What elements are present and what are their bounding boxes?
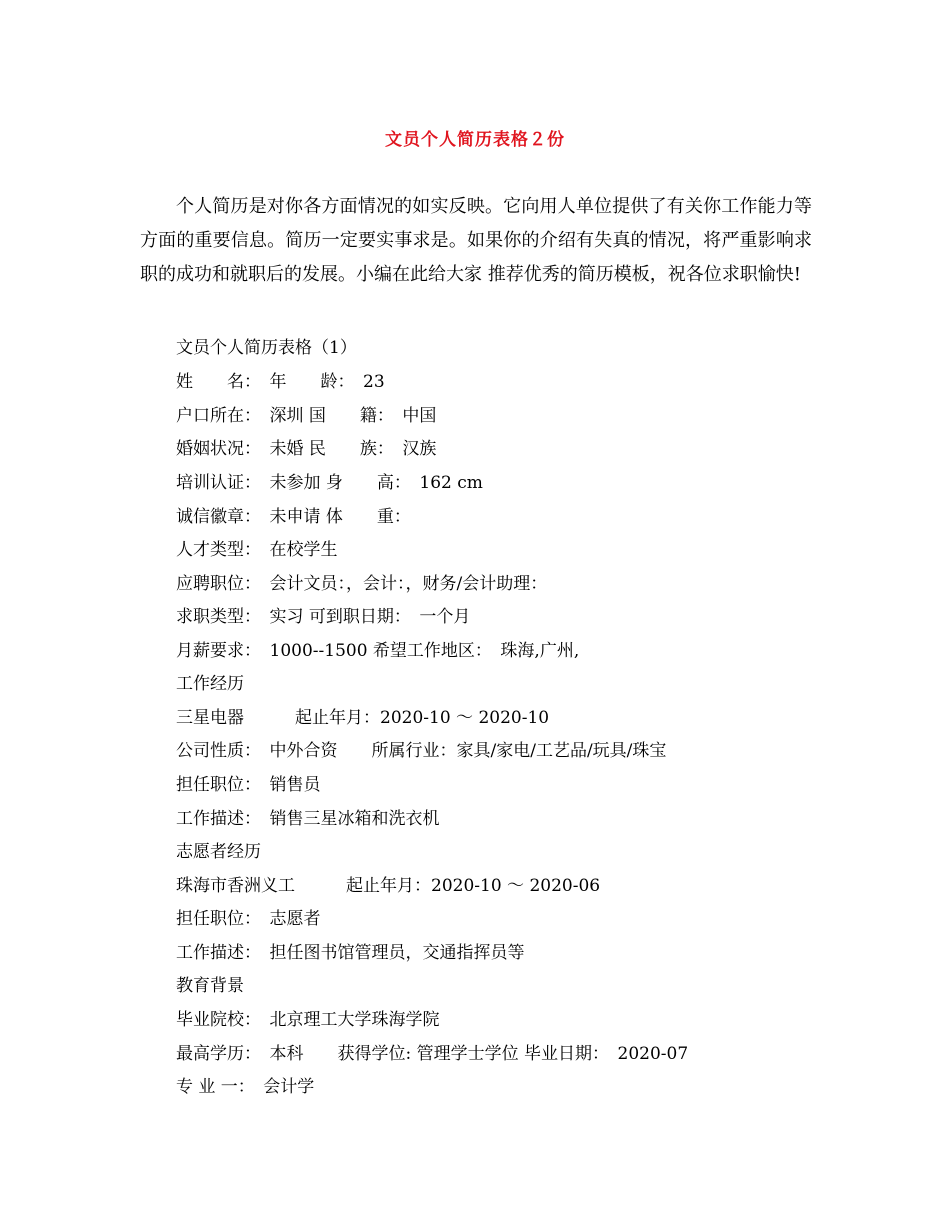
work-experience-heading: 工作经历 — [176, 674, 244, 694]
volunteer-heading: 志愿者经历 — [176, 842, 261, 862]
volunteer-org-dates: 珠海市香洲义工 起止年月：2020-10 ～ 2020-06 — [176, 876, 601, 896]
work-description: 工作描述： 销售三星冰箱和洗衣机 — [176, 809, 440, 829]
resume-line-training-height: 培训认证： 未参加 身 高： 162 cm — [176, 473, 483, 493]
resume-line-hukou-nationality: 户口所在： 深圳 国 籍： 中国 — [176, 406, 437, 426]
resume-line-talent-type: 人才类型： 在校学生 — [176, 540, 338, 560]
volunteer-role: 担任职位： 志愿者 — [176, 909, 321, 929]
work-role: 担任职位： 销售员 — [176, 775, 321, 795]
resume-line-job-type: 求职类型： 实习 可到职日期： 一个月 — [176, 607, 471, 627]
education-major: 专 业 一： 会计学 — [176, 1077, 315, 1097]
intro-paragraph: 个人简历是对你各方面情况的如实反映。它向用人单位提供了有关你工作能力等方面的重要信息。简历一定要实事求是。如果你的介绍有失真的情况，将严重影响求职的成功和就职后的发展。小编在此给大家 推荐优秀的简历模板，祝各位求职愉快! — [140, 196, 812, 285]
work-company-nature: 公司性质： 中外合资 所属行业：家具/家电/工艺品/玩具/珠宝 — [176, 741, 667, 761]
document-title: 文员个人简历表格２份 — [385, 130, 565, 150]
education-school: 毕业院校： 北京理工大学珠海学院 — [176, 1010, 440, 1030]
resume-line-salary: 月薪要求： 1000--1500 希望工作地区： 珠海,广州, — [176, 641, 580, 661]
work-company-dates: 三星电器 起止年月：2020-10 ～ 2020-10 — [176, 708, 550, 728]
resume-line-name-age: 姓 名： 年 龄： 23 — [176, 372, 385, 392]
resume-section-heading: 文员个人简历表格（1） — [176, 338, 357, 358]
education-degree: 最高学历： 本科 获得学位: 管理学士学位 毕业日期： 2020-07 — [176, 1044, 689, 1064]
resume-line-marital-ethnicity: 婚姻状况： 未婚 民 族： 汉族 — [176, 439, 437, 459]
volunteer-description: 工作描述： 担任图书馆管理员，交通指挥员等 — [176, 943, 525, 963]
education-heading: 教育背景 — [176, 976, 244, 996]
resume-line-badge-weight: 诚信徽章： 未申请 体 重： — [176, 507, 411, 527]
resume-line-position: 应聘职位： 会计文员：，会计：，财务/会计助理： — [176, 574, 548, 594]
